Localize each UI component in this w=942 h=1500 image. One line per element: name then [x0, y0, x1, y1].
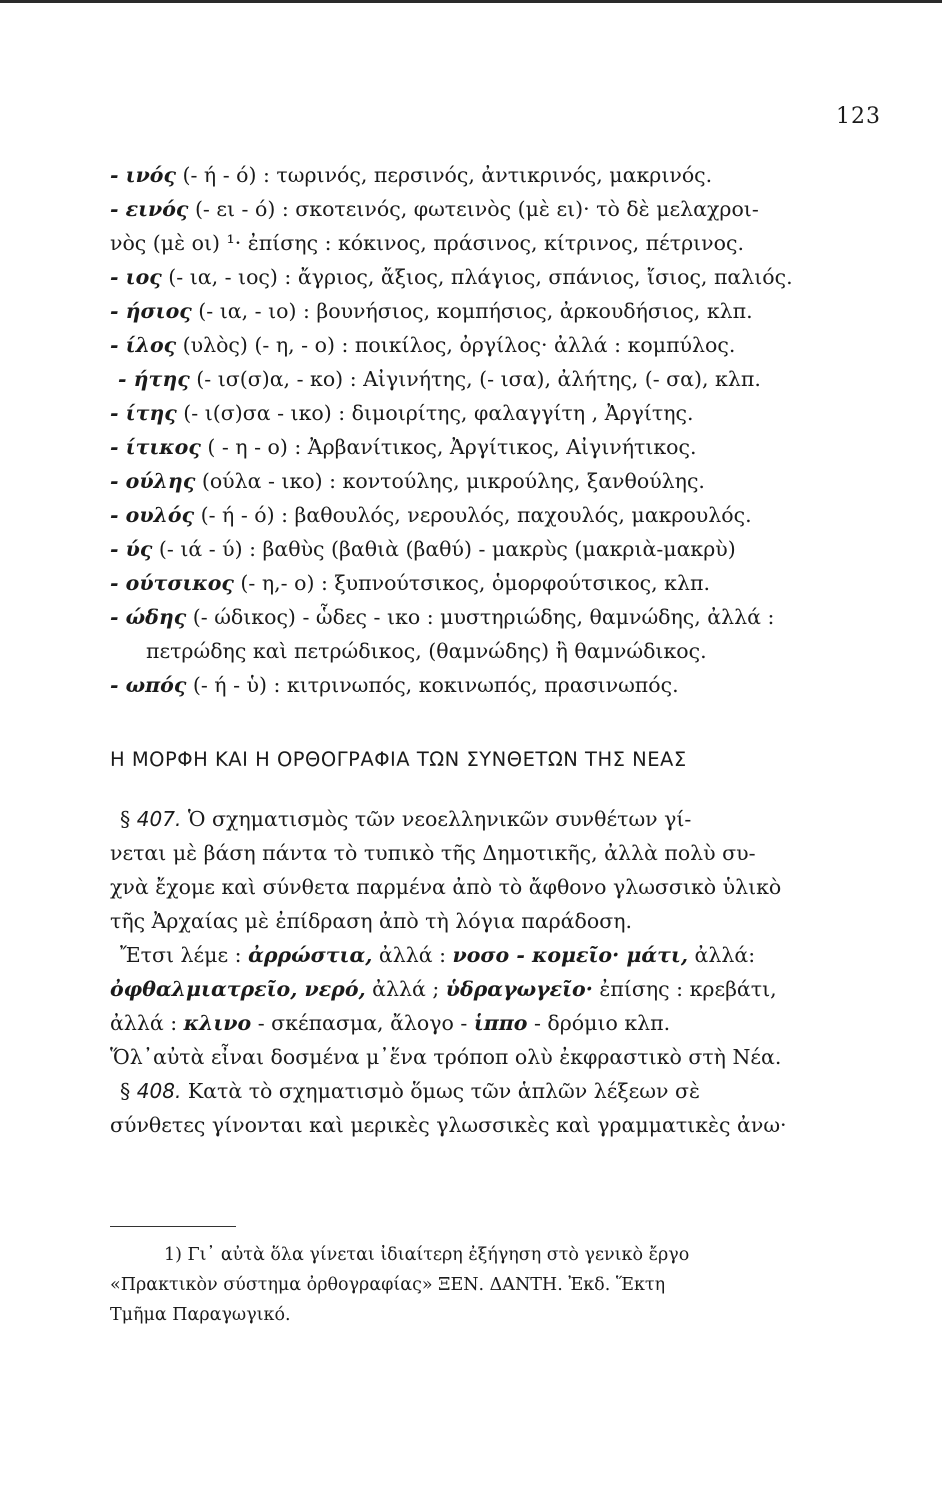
suffix-examples: (- ει - ό) : σκοτεινός, φωτεινὸς (μὲ ει)· τὸ δὲ μελαχροι- [188, 197, 759, 221]
suffix-examples: (- ι(σ)σα - ικο) : διμοιρίτης, φαλαγγίτη , Ἀργίτης. [176, 401, 694, 425]
suffix-line [110, 464, 830, 498]
paragraph-text: ἐπίσης : κρεβάτι, [592, 977, 777, 1001]
suffix: - ούτσικος [110, 571, 234, 595]
suffix-line [110, 396, 830, 430]
paragraph-407-line: τῆς Ἀρχαίας μὲ ἐπίδραση ἀπὸ τὴ λόγια παράδοση. [110, 909, 632, 933]
suffix-line [110, 158, 830, 192]
suffix-line [110, 566, 830, 600]
suffix-examples: (- ή - ό) : βαθουλός, νερουλός, παχουλός, μακρουλός. [194, 503, 752, 527]
paragraph-text: Ὁ σχηματισμὸς τῶν νεοελληνικῶν συνθέτων γί- [181, 807, 692, 831]
top-border-line [0, 0, 942, 3]
emphasis-word: ὑδραγωγεῖο· [445, 977, 593, 1001]
paragraph-text: Κατὰ τὸ σχηματισμὸ ὅμως τῶν ἁπλῶν λέξεων σὲ [181, 1079, 700, 1103]
suffix: - ιος [110, 265, 162, 289]
page-number: 123 [836, 104, 881, 129]
suffix-line [110, 294, 830, 328]
suffix: - ινός [110, 163, 176, 187]
suffix-examples: (υλὸς) (- η, - ο) : ποικίλος, ὀργίλος· ἀλλά : κομπύλος. [176, 333, 736, 357]
paragraph-407-line [110, 972, 834, 1006]
suffix-line-continuation [110, 634, 830, 668]
section-mark: § [120, 1079, 131, 1103]
suffix-examples: (- ια, - ιο) : βουνήσιος, κομπήσιος, ἀρκουδήσιος, κλπ. [191, 299, 753, 323]
suffix-examples: (- ή - ό) : τωρινός, περσινός, ἀντικρινός, μακρινός. [175, 163, 713, 187]
paragraph-407-line [110, 1006, 834, 1040]
section-heading: Η ΜΟΡΦΗ ΚΑΙ Η ΟΡΘΟΓΡΑΦΙΑ ΤΩΝ ΣΥΝΘΕΤΩΝ ΤΗΣ ΝΕΑΣ [110, 748, 687, 771]
suffix-line [110, 328, 830, 362]
paragraph-text: ἀλλά : [372, 943, 453, 967]
footnote [110, 1240, 834, 1330]
suffix-line [110, 600, 830, 634]
suffix: - ίτικος [110, 435, 201, 459]
emphasis-word: ἱππο [473, 1011, 528, 1035]
suffix-line [110, 498, 830, 532]
suffix: - ίλος [110, 333, 177, 357]
suffix-examples: ( - η - ο) : Ἀρβανίτικος, Ἀργίτικος, Αἰγινήτικος. [200, 435, 697, 459]
suffix-examples: (- ή - ὑ) : κιτρινωπός, κοκινωπός, πρασινωπός. [186, 673, 679, 697]
paragraph-text: ἀλλά : [110, 1011, 184, 1035]
paragraph-408-line [110, 1074, 834, 1108]
suffix-examples: (- η,- ο) : ξυπνούτσικος, ὁμορφούτσικος, κλπ. [233, 571, 710, 595]
footnote-line: Τμῆμα Παραγωγικό. [110, 1305, 291, 1325]
paragraph-407-line: χνὰ ἔχομε καὶ σύνθετα παρμένα ἀπὸ τὸ ἄφθονο γλωσσικὸ ὑλικὸ [110, 875, 782, 899]
suffix: - εινός [110, 197, 189, 221]
suffix-line [110, 260, 830, 294]
suffix-examples: (- ια, - ιος) : ἄγριος, ἄξιος, πλάγιος, σπάνιος, ἴσιος, παλιός. [161, 265, 793, 289]
emphasis-word: νοσο - κομεῖο· μάτι, [452, 943, 688, 967]
suffix-list [110, 158, 830, 702]
paragraph-407-line: Ὅλ᾽αὐτὰ εἶναι δοσμένα μ᾽ἕνα τρόποπ ολὺ ἐκφραστικὸ στὴ Νέα. [110, 1045, 782, 1069]
suffix-line [110, 668, 830, 702]
body-paragraphs [110, 802, 834, 1142]
paragraph-text: - σκέπασμα, ἄλογο - [251, 1011, 474, 1035]
paragraph-408-line: σύνθετες γίνονται καὶ μερικὲς γλωσσικὲς καὶ γραμματικὲς ἀνω· [110, 1113, 787, 1137]
suffix-examples: (- ιά - ύ) : βαθὺς (βαθιὰ (βαθύ) - μακρὺς (μακριὰ-μακρὺ) [152, 537, 736, 561]
section-number: 407. [136, 807, 182, 831]
paragraph-text: ἀλλά ; [365, 977, 446, 1001]
emphasis-word: ὀφθαλμιατρεῖο, νερό, [110, 977, 366, 1001]
suffix: - ουλός [110, 503, 195, 527]
suffix-examples: (ούλα - ικο) : κοντούλης, μικρούλης, ξανθούλης. [195, 469, 705, 493]
suffix: - ώδης [110, 605, 187, 629]
suffix: - ήτης [118, 367, 190, 391]
paragraph-text: Ἔτσι λέμε : [120, 943, 249, 967]
suffix-line [110, 192, 830, 226]
section-number: 408. [136, 1079, 182, 1103]
suffix-line-continuation [110, 226, 830, 260]
suffix: - ήσιος [110, 299, 192, 323]
suffix-line [110, 430, 830, 464]
suffix-line [110, 362, 830, 396]
paragraph-407-line [110, 938, 834, 972]
section-mark: § [120, 807, 131, 831]
emphasis-word: ἀρρώστια, [248, 943, 373, 967]
paragraph-407-line: νεται μὲ βάση πάντα τὸ τυπικὸ τῆς Δημοτικῆς, ἀλλὰ πολὺ συ- [110, 841, 756, 865]
emphasis-word: κλινο [183, 1011, 252, 1035]
paragraph-407-line [110, 802, 834, 836]
suffix: - ούλης [110, 469, 196, 493]
footnote-rule [110, 1226, 236, 1227]
suffix: - ύς [110, 537, 153, 561]
footnote-line: «Πρακτικὸν σύστημα ὀρθογραφίας» ΞΕΝ. ΔΑΝΤΗ. Ἐκδ. Ἕκτη [110, 1275, 666, 1295]
suffix-examples: πετρώδης καὶ πετρώδικος, (θαμνώδης) ἢ θαμνώδικος. [146, 639, 707, 663]
suffix-line [110, 532, 830, 566]
footnote-line: 1) Γι᾽ αὐτὰ ὅλα γίνεται ἰδιαίτερη ἐξήγηση στὸ γενικὸ ἔργο [164, 1245, 690, 1265]
suffix-examples: (- ισ(σ)α, - κο) : Αἰγινήτης, (- ισα), ἀλήτης, (- σα), κλπ. [189, 367, 761, 391]
suffix-examples: νὸς (μὲ οι) ¹· ἐπίσης : κόκινος, πράσινος, κίτρινος, πέτρινος. [110, 231, 744, 255]
paragraph-text: - δρόμιο κλπ. [527, 1011, 671, 1035]
suffix-examples: (- ώδικος) - ὧδες - ικο : μυστηριώδης, θαμνώδης, ἀλλά : [186, 605, 775, 629]
suffix: - ωπός [110, 673, 187, 697]
suffix: - ίτης [110, 401, 177, 425]
paragraph-text: ἀλλά: [688, 943, 756, 967]
